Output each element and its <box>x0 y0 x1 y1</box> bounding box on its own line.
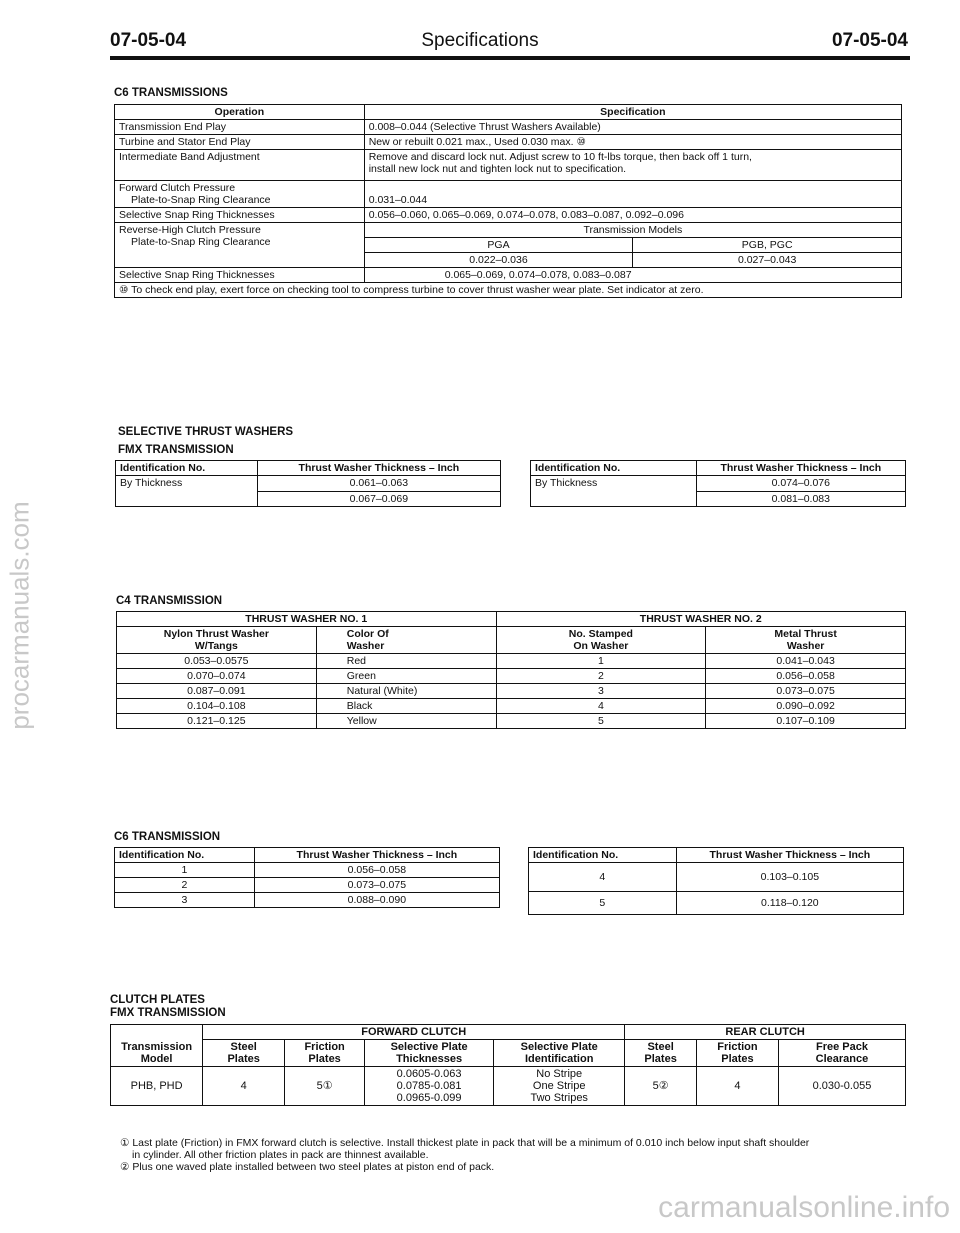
header-rule <box>110 56 910 60</box>
selective-identification-cell <box>494 1067 625 1106</box>
col-rear-friction-line-1: Friction <box>717 1041 758 1053</box>
col-free-pack-line-1: Free Pack <box>815 1041 868 1053</box>
c6-thrust-table-right <box>528 847 904 915</box>
models-label: Transmission Models <box>364 223 901 238</box>
nylon-cell: 0.104–0.108 <box>117 699 317 714</box>
col-thickness: Thrust Washer Thickness – Inch <box>257 461 500 476</box>
identification-line: One Stripe <box>532 1080 586 1092</box>
col-model-line-2: Model <box>140 1052 173 1065</box>
operation-cell <box>115 223 365 268</box>
thrust-washer-2-header: THRUST WASHER NO. 2 <box>496 612 905 627</box>
thickness-cell: 0.103–0.105 <box>676 863 903 892</box>
c6-spec-title: C6 TRANSMISSIONS <box>114 87 228 99</box>
col-rear-friction-line-2: Plates <box>721 1053 754 1065</box>
table-row <box>115 268 902 283</box>
c4-table <box>116 611 906 729</box>
identification-cell: By Thickness <box>531 476 697 507</box>
operation-cell: Selective Snap Ring Thicknesses <box>115 208 365 223</box>
col-free-pack <box>778 1040 905 1067</box>
table-row <box>115 150 902 181</box>
table-row <box>117 669 906 684</box>
spec-cell: New or rebuilt 0.021 max., Used 0.030 max. ⑩ <box>364 135 901 150</box>
metal-cell: 0.041–0.043 <box>706 654 906 669</box>
col-friction-line-2: Plates <box>308 1053 341 1065</box>
thickness-line: 0.0785-0.081 <box>396 1080 462 1092</box>
blank-corner <box>111 1025 203 1040</box>
col-identification: Identification No. <box>531 461 697 476</box>
clutch-title-2: FMX TRANSMISSION <box>110 1007 226 1019</box>
operation-cell <box>115 181 365 208</box>
col-rear-friction <box>696 1040 778 1067</box>
bottom-watermark: carmanualsonline.info <box>658 1191 950 1224</box>
fmx-thrust-table-right <box>530 460 906 507</box>
identification-cell: By Thickness <box>116 476 258 507</box>
col-operation: Operation <box>115 105 365 120</box>
identification-line: Two Stripes <box>530 1092 588 1104</box>
table-row <box>115 878 500 893</box>
identification-line: No Stripe <box>536 1068 583 1080</box>
thickness-cell: 0.088–0.090 <box>254 893 499 908</box>
thickness-line: 0.0605-0.063 <box>396 1068 462 1080</box>
table-row <box>117 684 906 699</box>
fmx-thrust-title-2: FMX TRANSMISSION <box>118 444 234 456</box>
operation-line-1: Reverse-High Clutch Pressure <box>119 224 261 236</box>
table-row <box>115 283 902 298</box>
col-friction <box>285 1040 365 1067</box>
col-model <box>111 1040 203 1067</box>
thickness-cell: 0.073–0.075 <box>254 878 499 893</box>
clutch-plates-table <box>110 1024 906 1106</box>
clutch-title-1: CLUTCH PLATES <box>110 994 205 1006</box>
col-steel-line-2: Plates <box>227 1053 260 1065</box>
footnote-1-line-2: in cylinder. All other friction plates in pack are thinnest available. <box>132 1149 429 1161</box>
thickness-cell: 0.056–0.058 <box>254 863 499 878</box>
col-thickness: Thrust Washer Thickness – Inch <box>696 461 905 476</box>
c6-spec-footnote: ⑩ To check end play, exert force on checking tool to compress turbine to cover thrust washer wear plate. Set indicator at zero. <box>115 283 902 298</box>
color-cell: Black <box>316 699 496 714</box>
rear-clutch-header: REAR CLUTCH <box>625 1025 906 1040</box>
table-row <box>111 1067 906 1106</box>
header-title: Specifications <box>421 30 539 51</box>
rear-steel-cell: 5② <box>625 1067 697 1106</box>
table-row <box>115 223 902 238</box>
table-row <box>117 699 906 714</box>
side-watermark: procarmanuals.com <box>4 501 35 730</box>
header-page-number-right: 07-05-04 <box>831 30 908 51</box>
stamped-cell: 3 <box>496 684 706 699</box>
col-stamped-line-2: On Washer <box>573 640 629 652</box>
col-stamped-line-1: No. Stamped <box>568 628 633 640</box>
col-nylon <box>117 627 317 654</box>
col-color-line-1: Color Of <box>346 628 389 640</box>
thickness-cell: 0.074–0.076 <box>696 476 905 492</box>
col-selective-thickness-line-1: Selective Plate <box>390 1041 468 1053</box>
col-stamped <box>496 627 706 654</box>
identification-cell: 1 <box>115 863 255 878</box>
nylon-cell: 0.053–0.0575 <box>117 654 317 669</box>
stamped-cell: 5 <box>496 714 706 729</box>
nylon-cell: 0.070–0.074 <box>117 669 317 684</box>
forward-clutch-header: FORWARD CLUTCH <box>203 1025 625 1040</box>
spec-cell: 0.065–0.069, 0.074–0.078, 0.083–0.087 <box>364 268 901 283</box>
col-selective-identification-line-2: Identification <box>524 1053 594 1065</box>
fmx-thrust-table-left <box>115 460 501 507</box>
col-color-line-2: Washer <box>346 640 385 652</box>
model-pgb-pgc-value: 0.027–0.043 <box>633 253 902 268</box>
table-row <box>116 476 501 492</box>
spec-line-2: install new lock nut and tighten lock nut to specification. <box>368 163 627 175</box>
table-row <box>117 714 906 729</box>
metal-cell: 0.090–0.092 <box>706 699 906 714</box>
metal-cell: 0.056–0.058 <box>706 669 906 684</box>
table-row <box>117 654 906 669</box>
col-selective-thickness-line-2: Thicknesses <box>396 1053 463 1065</box>
spec-line-1: Remove and discard lock nut. Adjust screw to 10 ft-lbs torque, then back off 1 turn, <box>368 151 752 163</box>
col-rear-steel <box>625 1040 697 1067</box>
thickness-cell: 0.061–0.063 <box>257 476 500 492</box>
c6-thrust-title: C6 TRANSMISSION <box>114 831 221 843</box>
col-specification: Specification <box>364 105 901 120</box>
col-identification: Identification No. <box>115 848 255 863</box>
col-metal <box>706 627 906 654</box>
identification-cell: 5 <box>529 892 677 915</box>
steel-cell: 4 <box>203 1067 285 1106</box>
col-free-pack-line-2: Clearance <box>815 1053 869 1065</box>
color-cell: Red <box>316 654 496 669</box>
col-color <box>316 627 496 654</box>
nylon-cell: 0.087–0.091 <box>117 684 317 699</box>
thickness-cell: 0.081–0.083 <box>696 491 905 507</box>
operation-line-2: Plate-to-Snap Ring Clearance <box>131 236 271 248</box>
nylon-cell: 0.121–0.125 <box>117 714 317 729</box>
table-row <box>115 120 902 135</box>
model-pga-value: 0.022–0.036 <box>364 253 633 268</box>
col-steel-line-1: Steel <box>230 1041 257 1053</box>
free-pack-cell: 0.030-0.055 <box>778 1067 905 1106</box>
col-friction-line-1: Friction <box>304 1041 345 1053</box>
stamped-cell: 2 <box>496 669 706 684</box>
col-metal-line-2: Washer <box>786 640 825 652</box>
col-selective-thickness <box>365 1040 494 1067</box>
rear-friction-cell: 4 <box>696 1067 778 1106</box>
table-row <box>115 208 902 223</box>
fmx-thrust-title-1: SELECTIVE THRUST WASHERS <box>118 426 294 438</box>
operation-line-1: Forward Clutch Pressure <box>119 182 236 194</box>
col-identification: Identification No. <box>116 461 258 476</box>
c4-title: C4 TRANSMISSION <box>116 595 223 607</box>
operation-cell: Intermediate Band Adjustment <box>115 150 365 181</box>
spec-cell: 0.008–0.044 (Selective Thrust Washers Available) <box>364 120 901 135</box>
clutch-footnotes <box>120 1137 910 1173</box>
c6-spec-table <box>114 104 902 298</box>
header-page-number-left: 07-05-04 <box>110 30 187 51</box>
stamped-cell: 1 <box>496 654 706 669</box>
stamped-cell: 4 <box>496 699 706 714</box>
col-nylon-line-1: Nylon Thrust Washer <box>163 628 269 640</box>
footnote-2: ② Plus one waved plate installed between two steel plates at piston end of pack. <box>120 1161 495 1173</box>
identification-cell: 3 <box>115 893 255 908</box>
thickness-line: 0.0965-0.099 <box>396 1092 462 1104</box>
col-nylon-line-2: W/Tangs <box>194 640 238 652</box>
friction-cell: 5① <box>285 1067 365 1106</box>
table-row <box>531 476 906 492</box>
operation-line-2: Plate-to-Snap Ring Clearance <box>131 194 271 206</box>
spec-cell <box>364 150 901 181</box>
col-identification: Identification No. <box>529 848 677 863</box>
col-metal-line-1: Metal Thrust <box>774 628 837 640</box>
thickness-cell: 0.118–0.120 <box>676 892 903 915</box>
col-thickness: Thrust Washer Thickness – Inch <box>254 848 499 863</box>
col-selective-identification <box>494 1040 625 1067</box>
col-rear-steel-line-1: Steel <box>647 1041 674 1053</box>
col-model-line-1: Transmission <box>121 1040 193 1053</box>
color-cell: Green <box>316 669 496 684</box>
col-rear-steel-line-2: Plates <box>644 1053 677 1065</box>
thrust-washer-1-header: THRUST WASHER NO. 1 <box>117 612 497 627</box>
identification-cell: 4 <box>529 863 677 892</box>
model-cell: PHB, PHD <box>111 1067 203 1106</box>
spec-cell: 0.056–0.060, 0.065–0.069, 0.074–0.078, 0.083–0.087, 0.092–0.096 <box>364 208 901 223</box>
metal-cell: 0.073–0.075 <box>706 684 906 699</box>
spec-cell: 0.031–0.044 <box>364 181 901 208</box>
color-cell: Yellow <box>316 714 496 729</box>
operation-cell: Turbine and Stator End Play <box>115 135 365 150</box>
col-thickness: Thrust Washer Thickness – Inch <box>676 848 903 863</box>
operation-cell: Selective Snap Ring Thicknesses <box>115 268 365 283</box>
operation-cell: Transmission End Play <box>115 120 365 135</box>
table-row <box>115 863 500 878</box>
selective-thickness-cell <box>365 1067 494 1106</box>
table-row <box>115 135 902 150</box>
table-row <box>115 181 902 208</box>
footnote-1-line-1: ① Last plate (Friction) in FMX forward clutch is selective. Install thickest plate in pack that will be a minimum of 0.010 inch below input shaft shoulder <box>120 1137 810 1149</box>
table-row <box>115 893 500 908</box>
thickness-cell: 0.067–0.069 <box>257 491 500 507</box>
color-cell: Natural (White) <box>316 684 496 699</box>
c6-thrust-table-left <box>114 847 500 908</box>
table-row <box>529 863 904 892</box>
model-pga: PGA <box>364 238 633 253</box>
identification-cell: 2 <box>115 878 255 893</box>
model-pgb-pgc: PGB, PGC <box>633 238 902 253</box>
metal-cell: 0.107–0.109 <box>706 714 906 729</box>
col-selective-identification-line-1: Selective Plate <box>520 1041 598 1053</box>
table-row <box>529 892 904 915</box>
col-steel <box>203 1040 285 1067</box>
